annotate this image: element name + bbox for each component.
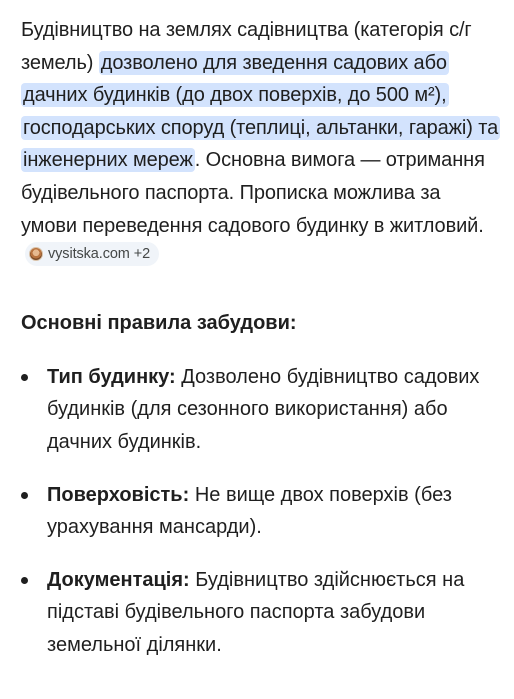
intro-text-before: Будівництво на землях садівництва (категорія с/г земель) <box>21 19 472 74</box>
rule-term: Поверховість: <box>47 483 190 506</box>
highlighted-text: дозволено для зведення садових або дачних будинків (до двох поверхів, до 500 м²), господарських споруд (теплиці, альтанки, гаражі) та інженерних мереж <box>23 51 499 172</box>
bullet-icon <box>21 577 28 584</box>
bullet-icon <box>21 374 28 381</box>
rule-term: Тип будинку: <box>47 365 176 388</box>
intro-text-after: Основна вимога — отримання будівельного паспорта. Прописка можлива за умови переведення садового будинку в житловий. <box>21 149 485 237</box>
list-item <box>21 479 499 544</box>
rule-text: Будівництво здійснюється на підставі будівельного паспорта забудови земельної ділянки. <box>47 568 465 656</box>
source-chip[interactable] <box>25 242 159 266</box>
answer-content <box>21 14 499 682</box>
bullet-icon <box>21 492 28 499</box>
rule-term: Документація: <box>47 568 190 591</box>
rules-list <box>21 361 499 662</box>
list-item <box>21 564 499 662</box>
intro-paragraph <box>21 14 499 275</box>
source-chip-label: vysitska.com +2 <box>48 246 151 263</box>
intro-period: . <box>194 149 201 172</box>
site-favicon-icon <box>29 247 43 261</box>
rule-text: Дозволено будівництво садових будинків (для сезонного використання) або дачних будинків. <box>47 365 480 453</box>
list-item <box>21 361 499 459</box>
rule-text: Не вище двох поверхів (без урахування мансарди). <box>47 483 452 539</box>
section-heading: Основні правила забудови: <box>21 311 297 334</box>
